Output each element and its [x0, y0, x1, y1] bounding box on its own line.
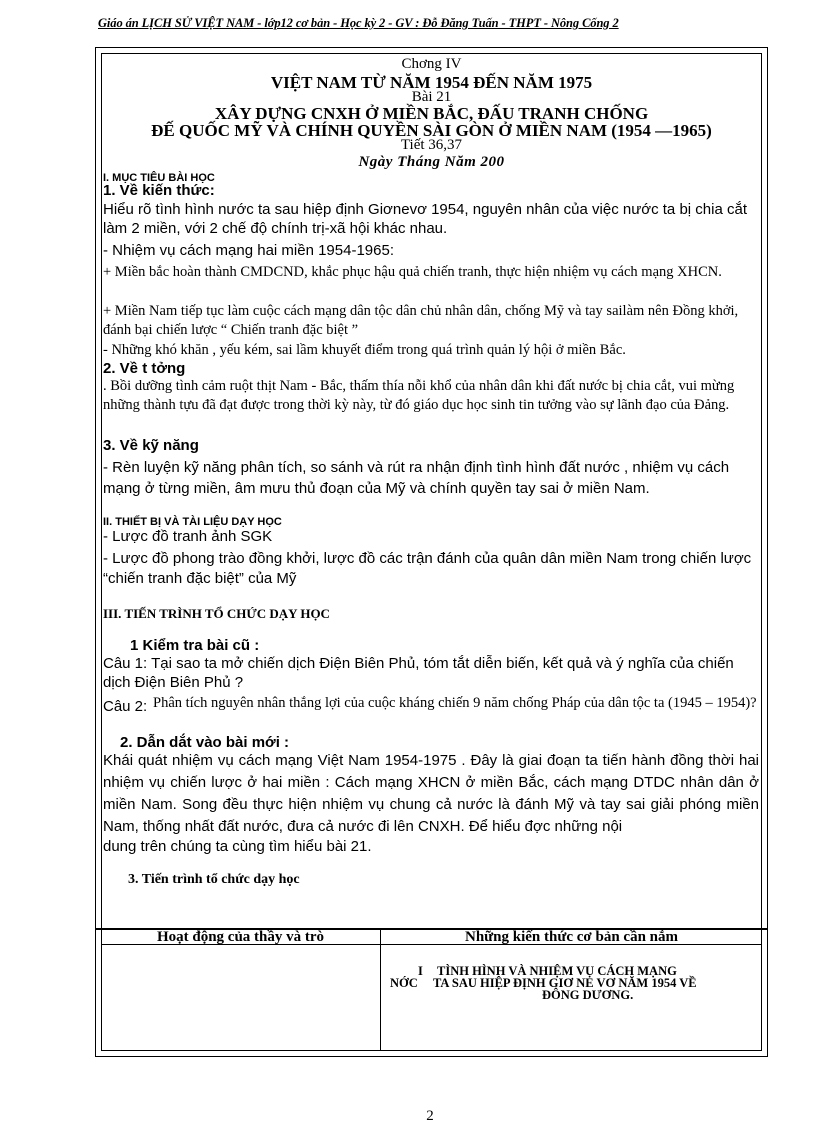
equipment-item-2: - Lược đồ phong trào đồng khởi, lược đồ các trận đánh của quân dân miền Nam trong chiến lược “chiến tranh đặc biệt” của Mỹ [103, 550, 752, 587]
intro-paragraph-body: Khái quát nhiệm vụ cách mạng Việt Nam 1954-1975 . Đây là giai đoạn ta tiến hành đồng thời hai nhiệm vụ chiến lược ở hai miền : Cách mạng XHCN ở miền Bắc, cách mạng DTDC nhân dân ở miền Nam. Song đều thực hiện nhiệm vụ chung cả nước là đánh Mỹ và tay sai giải phóng miền Nam, thống nhất đất nước, đưa cả nước đi lên CNXH. [103, 752, 759, 835]
table-column-divider [380, 928, 381, 1051]
table-row1-line-1: TÌNH HÌNH VÀ NHIỆM VỤ CÁCH MẠNG [437, 964, 677, 978]
page-header: Giáo án LỊCH SỬ VIỆT NAM - lớp12 cơ bản - Học kỳ 2 - GV : Đỗ Đăng Tuấn - THPT - Nông Cống 2 [98, 16, 619, 30]
table-col1-header: Hoạt động của thầy và trò [156, 929, 325, 945]
intro-heading: 2. Dẫn dắt vào bài mới : [120, 734, 290, 751]
knowledge-paragraph-2: - Nhiệm vụ cách mạng hai miền 1954-1965: [103, 242, 394, 259]
knowledge-paragraph-4: + Miền Nam tiếp tục làm cuộc cách mạng dân tộc dân chủ nhân dân, chống Mỹ và tay sailàm nên Đồng khởi, đánh bại chiến lược “ Chiến tranh đặc biệt ” [103, 303, 739, 338]
intro-last-line: dung trên chúng ta cùng tìm hiểu bài 21. [103, 838, 372, 855]
question-1: Câu 1: Tại sao ta mở chiến dịch Điện Biên Phủ, tóm tắt diễn biến, kết quả và ý nghĩa của chiến dịch Điện Biên Phủ ? [103, 655, 734, 691]
knowledge-paragraph-1: Hiểu rõ tình hình nước ta sau hiệp định Giơnevơ 1954, nguyên nhân của việc nước ta bị chia cắt làm 2 miền, với 2 chế độ chính trị-xã hội khác nhau. [103, 201, 747, 237]
knowledge-heading: 1. Về kiến thức: [103, 182, 215, 199]
lesson-label: Bài 21 [411, 89, 452, 105]
skills-paragraph: - Rèn luyện kỹ năng phân tích, so sánh và rút ra nhận định tình hình đất nước , nhiệm vụ cách mạng ở từng miền, âm mưu thủ đoạn của Mỹ và chính quyền tay sai ở miền Nam. [103, 459, 730, 497]
equipment-item-1: - Lược đồ tranh ảnh SGK [103, 528, 273, 545]
question-2: Phân tích nguyên nhân thắng lợi của cuộc kháng chiến 9 năm chống Pháp của dân tộc ta (1945 – 1954)? [153, 695, 757, 711]
date-line: Ngày Tháng Năm 200 [358, 154, 505, 170]
section-2-heading: II. THIẾT BỊ VÀ TÀI LIỆU DẠY HỌC [103, 516, 282, 528]
table-col2-header: Những kiến thức cơ bản cần nắm [464, 929, 678, 945]
section-3-heading: III. TIẾN TRÌNH TỔ CHỨC DẠY HỌC [103, 606, 330, 621]
table-row1-line-3: ĐÔNG DƯƠNG. [542, 988, 634, 1002]
periods-label: Tiết 36,37 [400, 137, 463, 153]
period-title: VIỆT NAM TỪ NĂM 1954 ĐẾN NĂM 1975 [270, 73, 593, 92]
attitude-paragraph: . Bồi dưỡng tình cảm ruột thịt Nam - Bắc, thấm thía nỗi khổ của nhân dân khi đất nước bị chia cắt, vui mừng những thành tựu đã đạt được trong thời kỳ này, từ đó giáo dục học sinh tin tưởng vào sự lãnh đạo của Đảng. [103, 378, 735, 413]
lesson-title-line-2: ĐẾ QUỐC MỸ VÀ CHÍNH QUYỀN SÀI GÒN Ở MIỀN NAM (1954 —1965) [151, 121, 712, 140]
table-row1-number: I [418, 964, 423, 978]
check-old-lesson-heading: 1 Kiểm tra bài cũ : [130, 637, 260, 654]
page-number: 2 [426, 1108, 434, 1124]
section-1-heading: I. MỤC TIÊU BÀI HỌC [103, 172, 215, 184]
table-row1-prefix: NỚC [390, 976, 418, 990]
chapter-label: Chơng IV [401, 56, 462, 72]
question-2-label: Câu 2: [103, 698, 148, 715]
process-heading: 3. Tiến trình tổ chức dạy học [128, 872, 300, 887]
skills-heading: 3. Về kỹ năng [103, 437, 199, 454]
knowledge-paragraph-3: + Miền bắc hoàn thành CMDCND, khắc phục hậu quả chiến tranh, thực hiện nhiệm vụ cách mạng XHCN. [103, 264, 722, 280]
intro-paragraph [103, 750, 759, 838]
lesson-title-line-1: XÂY DỰNG CNXH Ở MIỀN BẮC, ĐẤU TRANH CHỐNG [214, 104, 649, 123]
knowledge-paragraph-5: - Những khó khăn , yếu kém, sai lầm khuyết điểm trong quá trình quản lý hội ở miền Bắc. [103, 342, 626, 358]
table-row1-line-2: TA SAU HIỆP ĐỊNH GIƠ NE VƠ NĂM 1954 VỀ [433, 976, 697, 990]
attitude-heading: 2. Về t tởng [103, 360, 186, 377]
intro-paragraph-tail: Để hiểu đợc những nội [468, 818, 623, 835]
